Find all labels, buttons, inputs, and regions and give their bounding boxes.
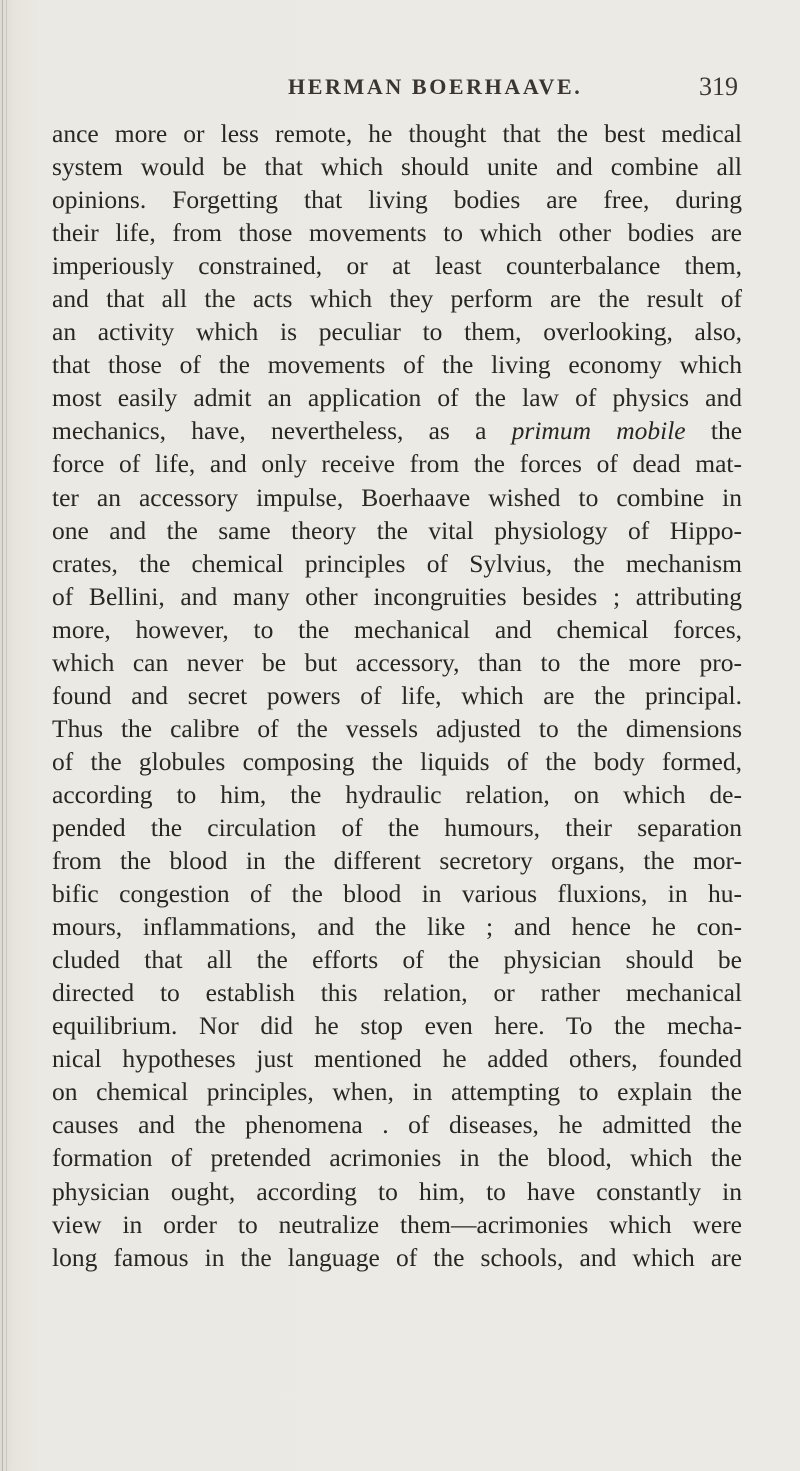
text-line: which can never be but accessory, than to the more pro- (52, 647, 742, 677)
page-number: 319 (699, 72, 738, 101)
running-head: HERMAN BOERHAAVE. (288, 74, 583, 99)
text-line: their life, from those movements to which other bodies are (52, 218, 742, 248)
text-line: crates, the chemical principles of Sylvius, the mechanism (52, 548, 742, 578)
text-line: causes and the phenomena . of diseases, he admitted the (52, 1110, 742, 1140)
text-line: pended the circulation of the humours, their separation (52, 812, 742, 842)
text-line: imperiously constrained, or at least counterbalance them, (52, 251, 742, 281)
text-line: directed to establish this relation, or rather mechanical (52, 978, 742, 1008)
text-line: force of life, and only receive from the forces of dead mat- (52, 449, 742, 479)
text-line: and that all the acts which they perform are the result of (52, 284, 742, 314)
text-line: opinions. Forgetting that living bodies are free, during (52, 185, 742, 215)
text-line-end: the (710, 416, 743, 446)
text-line: system would be that which should unite and combine all (52, 152, 742, 182)
text-line: bific congestion of the blood in various fluxions, in hu- (52, 879, 742, 909)
text-line: long famous in the language of the schools, and which are (52, 1242, 742, 1272)
gutter-edge-inner (6, 0, 7, 1471)
text-line: ter an accessory impulse, Boerhaave wished to combine in (52, 482, 742, 512)
text-line: equilibrium. Nor did he stop even here. To the mecha- (52, 1011, 742, 1041)
text-line: on chemical principles, when, in attempting to explain the (52, 1077, 742, 1107)
text-line: from the blood in the different secretory organs, the mor- (52, 846, 742, 876)
text-line: of the globules composing the liquids of the body formed, (52, 746, 742, 776)
text-line: more, however, to the mechanical and chemical forces, (52, 614, 742, 644)
text-line: mours, inflammations, and the like ; and hence he con- (52, 912, 742, 942)
text-line: that those of the movements of the living economy which (52, 350, 742, 380)
text-line: Thus the calibre of the vessels adjusted to the dimensions (52, 713, 742, 743)
text-line: most easily admit an application of the law of physics and (52, 383, 742, 413)
text-line: found and secret powers of life, which are the principal. (52, 680, 742, 710)
text-line: ance more or less remote, he thought that the best medical (52, 119, 742, 148)
text-line: formation of pretended acrimonies in the blood, which the (52, 1143, 742, 1173)
text-line-with-italic (52, 414, 742, 447)
text-line: nical hypotheses just mentioned he added others, founded (52, 1044, 742, 1074)
page-header (288, 74, 738, 104)
text-line: according to him, the hydraulic relation, on which de- (52, 779, 742, 809)
text-line-start: mechanics, have, nevertheless, as a (52, 416, 487, 446)
text-line: cluded that all the efforts of the physician should be (52, 945, 742, 975)
text-line: of Bellini, and many other incongruities besides ; attributing (52, 581, 742, 611)
italic-phrase: primum mobile (511, 416, 686, 446)
body-text (52, 117, 742, 1274)
text-line: physician ought, according to him, to have constantly in (52, 1176, 742, 1206)
text-line: an activity which is peculiar to them, overlooking, also, (52, 317, 742, 347)
text-line: one and the same theory the vital physiology of Hippo- (52, 515, 742, 545)
text-line: view in order to neutralize them—acrimonies which were (52, 1209, 742, 1239)
gutter-edge (2, 0, 3, 1471)
